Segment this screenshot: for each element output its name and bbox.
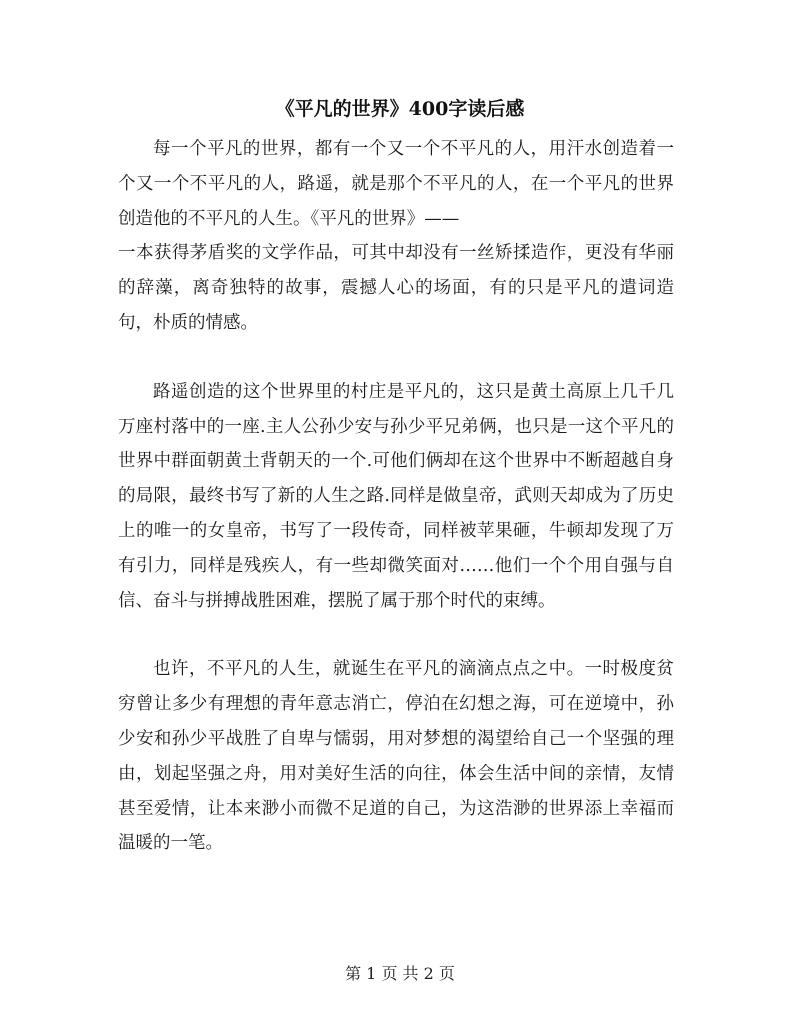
paragraph-3: 路遥创造的这个世界里的村庄是平凡的，这只是黄土高原上几千几万座村落中的一座.主人公孙少安与孙少平兄弟俩，也只是一这个平凡的世界中群面朝黄土背朝天的一个.可他们俩却在这个世界中不断超越自身的局限，最终书写了新的人生之路.同样是做皇帝，武则天却成为了历史上的唯一的女皇帝，书写了一段传奇，同样被苹果砸，牛顿却发现了万有引力，同样是残疾人，有一些却微笑面对……他们一个个用自强与自信、奋斗与拼搏战胜困难，摆脱了属于那个时代的束缚。 (118, 381, 674, 611)
paragraph-2: 一本获得茅盾奖的文学作品，可其中却没有一丝矫揉造作，更没有华丽的辞藻，离奇独特的故事，震撼人心的场面，有的只是平凡的遣词造句，朴质的情感。 (118, 243, 674, 333)
paragraph-spacer (118, 341, 674, 375)
document-title: 《平凡的世界》400字读后感 (275, 98, 525, 120)
paragraph-spacer (118, 618, 674, 652)
paragraph-1: 每一个平凡的世界，都有一个又一个不平凡的人，用汗水创造着一个又一个不平凡的人，路遥，就是那个不平凡的人，在一个平凡的世界创造他的不平凡的人生。《平凡的世界》—— (118, 139, 674, 229)
paragraph-4: 也许，不平凡的人生，就诞生在平凡的滴滴点点之中。一时极度贫穷曾让多少有理想的青年意志消亡，停泊在幻想之海，可在逆境中，孙少安和孙少平战胜了自卑与懦弱，用对梦想的渴望给自己一个坚强的理由，划起坚强之舟，用对美好生活的向往，体会生活中间的亲情，友情甚至爱情，让本来渺小而微不足道的自己，为这浩渺的世界添上幸福而温暖的一笔。 (118, 659, 674, 854)
document-body (118, 132, 674, 861)
page-number-footer: 第 1 页 共 2 页 (345, 964, 455, 983)
